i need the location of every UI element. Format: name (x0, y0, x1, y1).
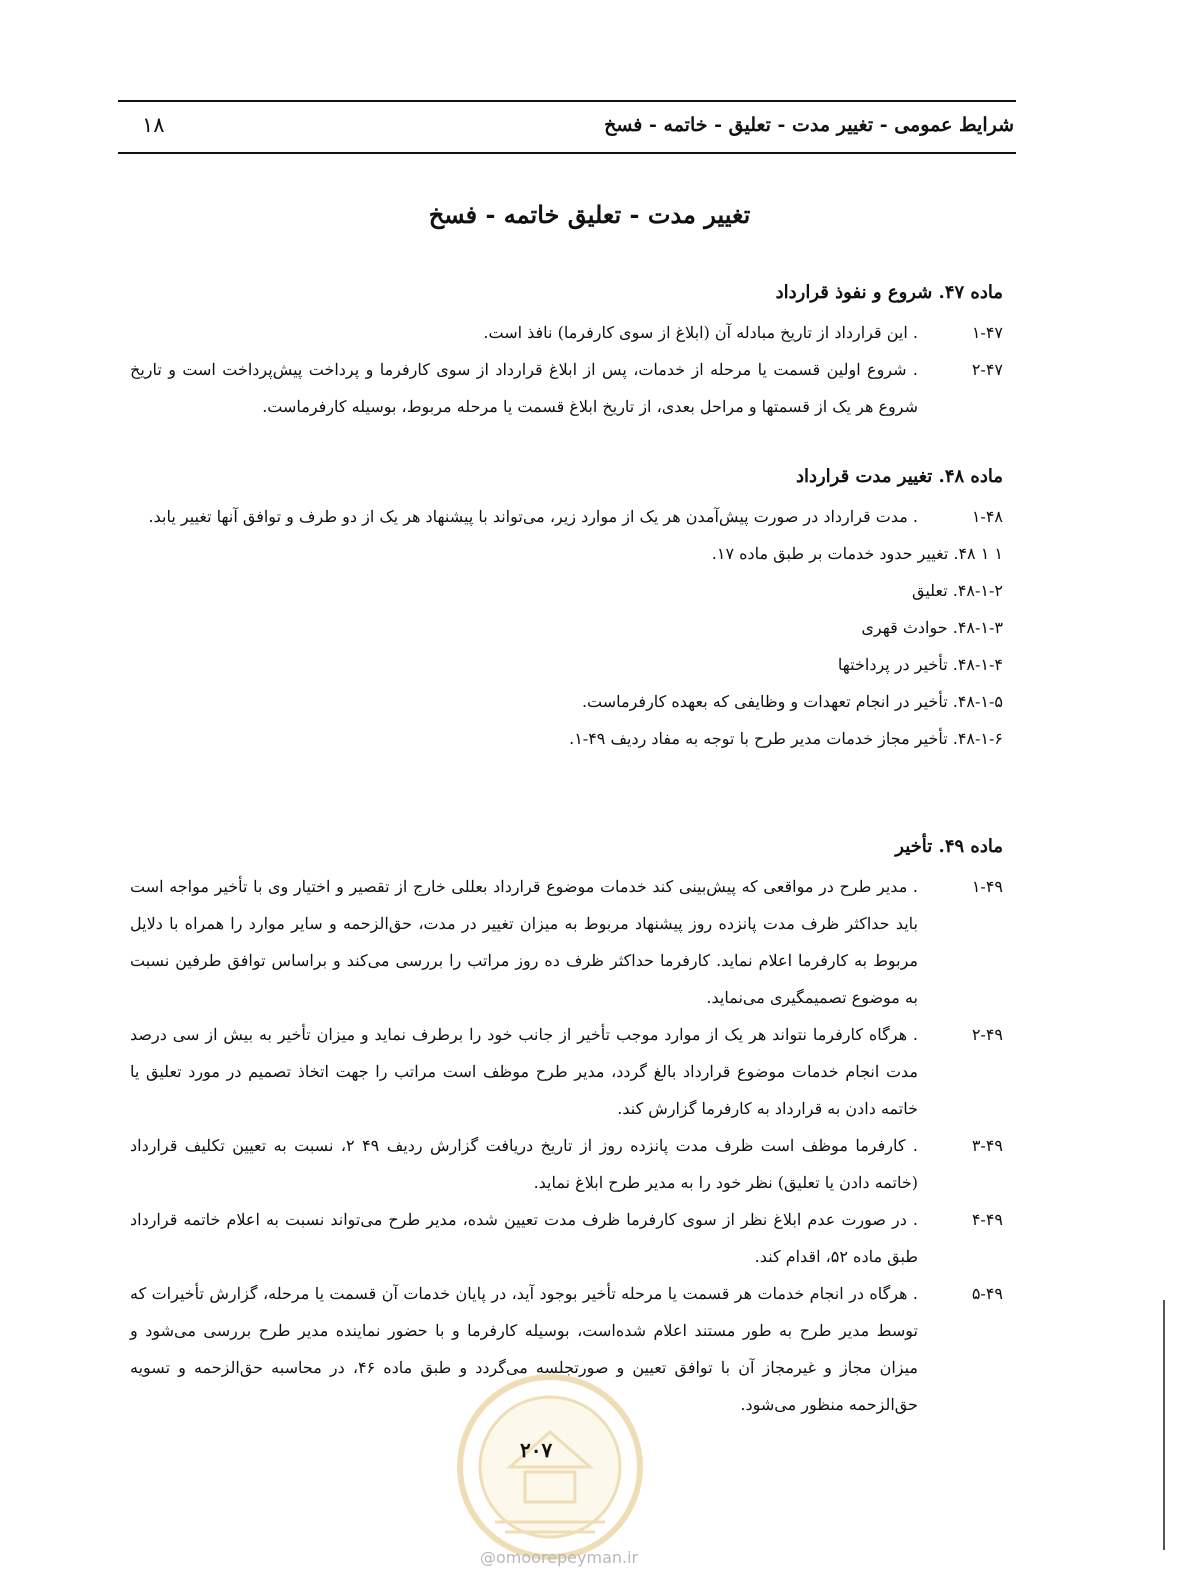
sub-item (130, 572, 1003, 609)
running-header (118, 100, 1016, 156)
sub-item-number: ۴۸-۱-۵ (957, 692, 1003, 711)
clause-text: . این قرارداد از تاریخ مبادله آن (ابلاغ از سوی کارفرما) نافذ است. (483, 323, 918, 342)
running-title: شرایط عمومی - تغییر مدت - تعلیق - خاتمه - فسخ (604, 114, 1014, 136)
sub-item-text: . تأخیر مجاز خدمات مدیر طرح با توجه به مفاد ردیف ۴۹-۱. (569, 729, 958, 748)
sub-item (130, 646, 1003, 683)
clause-text: . مدت قرارداد در صورت پیش‌آمدن هر یک از موارد زیر، می‌تواند با پیشنهاد هر یک از دو طرف و توافق آنها تغییر یابد. (148, 507, 918, 526)
scan-edge-mark (1163, 1300, 1165, 1550)
chapter-title: تغییر مدت - تعلیق خاتمه - فسخ (428, 200, 751, 229)
clause-number: ۵-۴۹ (971, 1284, 1003, 1303)
clause-number: ۲-۴۹ (971, 1025, 1003, 1044)
clause-text: . در صورت عدم ابلاغ نظر از سوی کارفرما ظرف مدت تعیین شده، مدیر طرح می‌تواند نسبت به اعلام خاتمه قرارداد طبق ماده ۵۲، اقدام کند. (130, 1210, 918, 1266)
article-49 (130, 832, 1003, 1423)
clause-number: ۱-۴۷ (971, 323, 1003, 342)
header-top-rule (118, 100, 1016, 102)
clause-number: ۳-۴۹ (971, 1136, 1003, 1155)
clause (130, 1201, 1003, 1275)
sub-item (130, 720, 1003, 757)
sub-item (130, 609, 1003, 646)
sub-item (130, 683, 1003, 720)
clause-number: ۴-۴۹ (971, 1210, 1003, 1229)
article-48 (130, 462, 1003, 757)
clause-number: ۱-۴۸ (971, 507, 1003, 526)
sub-item-text: . تأخیر در پرداختها (837, 655, 958, 674)
clause (130, 868, 1003, 1016)
sub-item-text: . تغییر حدود خدمات بر طبق ماده ۱۷. (711, 544, 959, 563)
clause (130, 498, 1003, 535)
sub-item-number: ۴۸ ۱ ۱ (958, 544, 1003, 563)
clause-text: . کارفرما موظف است ظرف مدت پانزده روز از تاریخ دریافت گزارش ردیف ۴۹ ۲، نسبت به تعیین تکلیف قرارداد (خاتمه دادن یا تعلیق) نظر خود را به مدیر طرح ابلاغ نماید. (130, 1136, 918, 1192)
sub-item-text: . تأخیر در انجام تعهدات و وظایفی که بعهده کارفرماست. (581, 692, 958, 711)
clause (130, 351, 1003, 425)
clause-text: . هرگاه در انجام خدمات هر قسمت یا مرحله تأخیر بوجود آید، در پایان خدمات آن قسمت یا مرحله، گزارش تأخیرات که توسط مدیر طرح به طور مستند اعلام شده‌است، بوسیله کارفرما و با حضور نماینده مدیر طرح بررسی می‌شود و میزان مجاز و غیرمجاز آن با توافق تعیین و صورتجلسه می‌گردد و طبق ماده ۴۶، در محاسبه حق‌الزحمه و تسویه حق‌الزحمه منظور می‌شود. (130, 1284, 918, 1414)
sub-item-number: ۴۸-۱-۲ (957, 581, 1003, 600)
clause (130, 1016, 1003, 1127)
website-watermark: @omoorepeyman.ir (480, 1548, 639, 1567)
watermark-seal-icon (455, 1372, 645, 1562)
header-bottom-rule (118, 152, 1016, 154)
stamp-number: ۲۰۷ (520, 1438, 553, 1462)
article-47 (130, 278, 1003, 425)
clause-number: ۱-۴۹ (971, 877, 1003, 896)
article-title: ماده ۴۷. شروع و نفوذ قرارداد (775, 282, 1003, 303)
article-title: ماده ۴۹. تأخیر (895, 836, 1003, 857)
article-title: ماده ۴۸. تغییر مدت قرارداد (795, 466, 1003, 487)
clause-text: . هرگاه کارفرما نتواند هر یک از موارد موجب تأخیر از جانب خود را برطرف نماید و میزان تأخیر به بیش از سی درصد مدت انجام خدمات موضوع قرارداد بالغ گردد، مدیر طرح موظف است مراتب را جهت اتخاذ تصمیم در مورد تعلیق یا خاتمه دادن به قرارداد به کارفرما گزارش کند. (130, 1025, 918, 1118)
clause-text: . مدیر طرح در مواقعی که پیش‌بینی کند خدمات موضوع قرارداد بعللی خارج از تقصیر و اختیار وی با تأخیر مواجه است باید حداکثر ظرف مدت پانزده روز پیشنهاد مربوط به میزان تغییر در مدت، حق‌الزحمه و سایر موارد را همراه با دلایل مربوط به کارفرما اعلام نماید. کارفرما حداکثر ظرف ده روز مراتب را بررسی می‌کند و براساس توافق طرفین نسبت به موضوع تصمیمگیری می‌نماید. (130, 877, 918, 1007)
page-number: ۱۸ (142, 113, 165, 137)
sub-item-number: ۴۸-۱-۳ (957, 618, 1003, 637)
clause (130, 1127, 1003, 1201)
sub-item-text: . تعلیق (912, 581, 958, 600)
sub-item-number: ۴۸-۱-۴ (957, 655, 1003, 674)
clause (130, 314, 1003, 351)
clause-number: ۲-۴۷ (971, 360, 1003, 379)
sub-item-text: . حوادث قهری (861, 618, 958, 637)
sub-item-number: ۴۸-۱-۶ (957, 729, 1003, 748)
clause-text: . شروع اولین قسمت یا مرحله از خدمات، پس از ابلاغ قرارداد از سوی کارفرما و پرداخت پیش‌پرداخت است و تاریخ شروع هر یک از قسمتها و مراحل بعدی، از تاریخ ابلاغ قسمت یا مرحله مربوط، بوسیله کارفرماست. (130, 360, 918, 416)
sub-item (130, 535, 1003, 572)
